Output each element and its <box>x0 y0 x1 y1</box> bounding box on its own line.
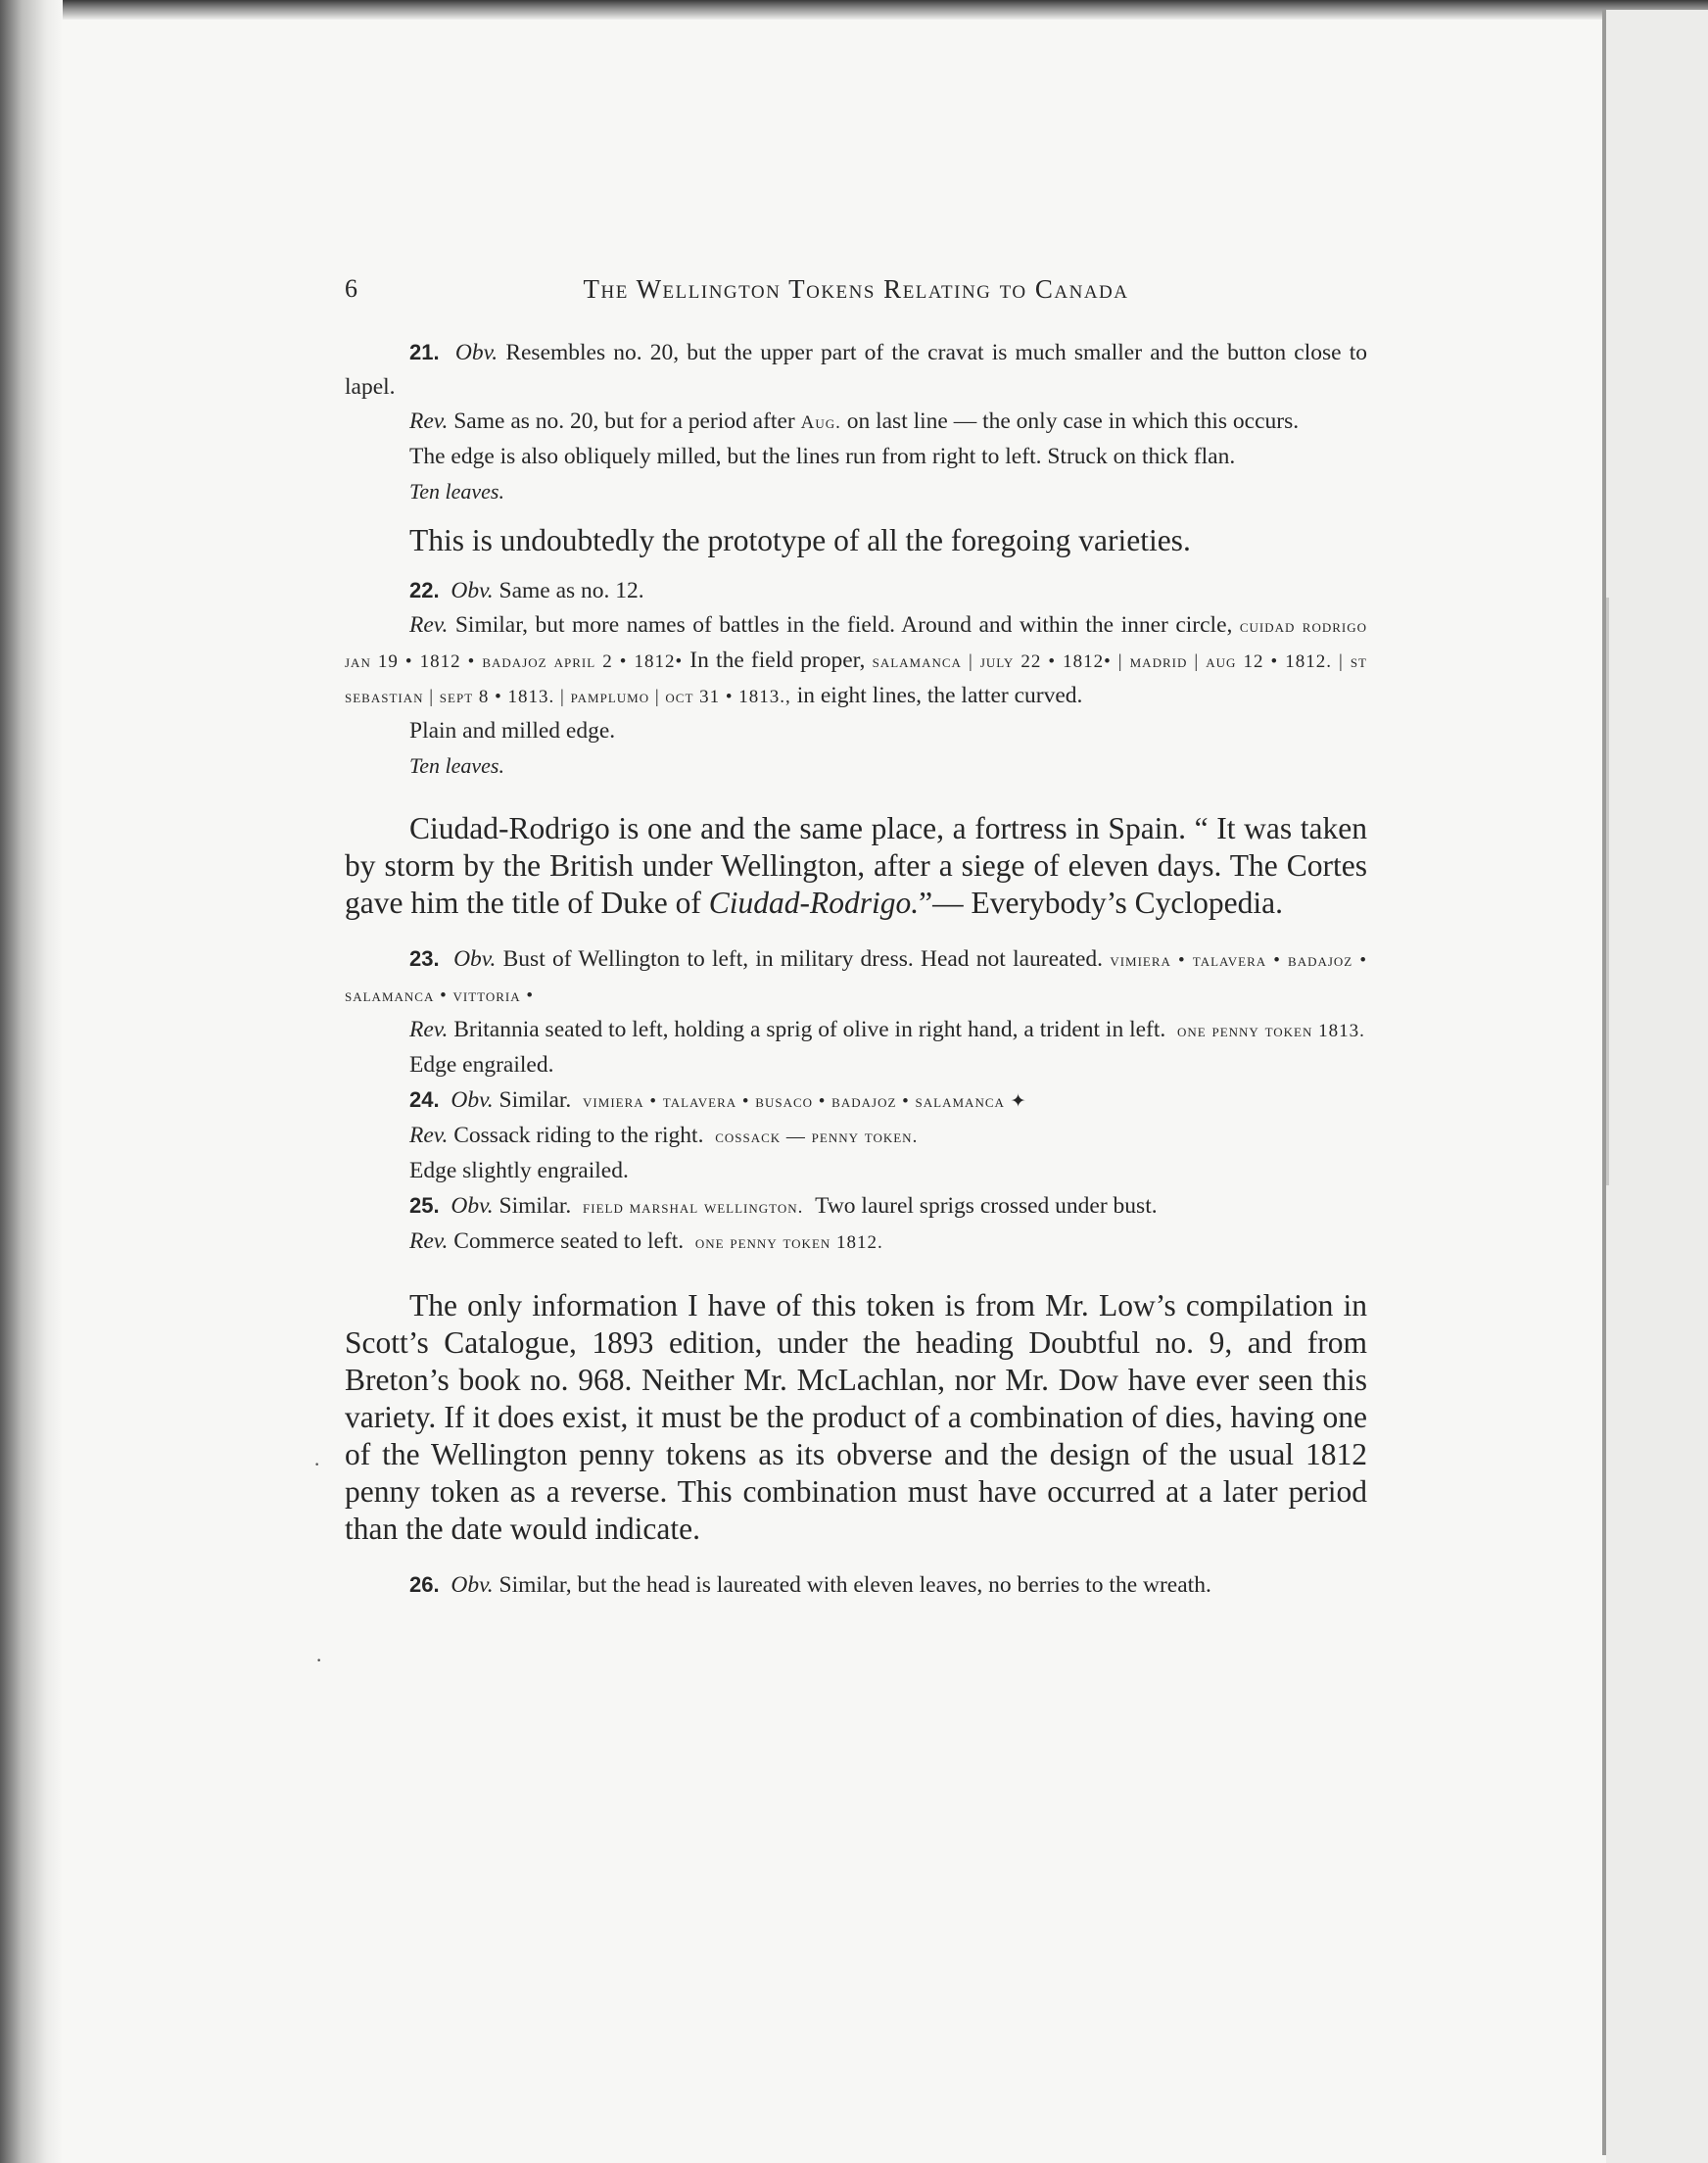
entry-25-obverse <box>345 1188 1367 1225</box>
reverse-label: Rev. <box>409 612 449 638</box>
reverse-text: Britannia seated to left, holding a sprig of olive in right hand, a trident in left. <box>453 1017 1166 1042</box>
page-number: 6 <box>345 274 357 303</box>
page-header <box>345 274 1367 304</box>
obverse-label: Obv. <box>453 946 497 972</box>
entry-21 <box>345 335 1367 508</box>
obverse-label: Obv. <box>451 578 494 603</box>
reverse-text-end: in eight lines, the latter curved. <box>796 683 1083 708</box>
obverse-label: Obv. <box>451 1087 494 1113</box>
entry-22-edge: Plain and milled edge. <box>409 718 616 744</box>
entry-number: 21. <box>409 340 440 364</box>
reverse-text: Same as no. 20, but for a period after <box>453 409 795 434</box>
entry-23-edge: Edge engrailed. <box>409 1052 554 1078</box>
entry-21-leaves: Ten leaves. <box>409 479 504 504</box>
reverse-text-cont: on last line — the only case in which this occurs. <box>846 409 1300 434</box>
entry-23-reverse <box>345 1013 1367 1048</box>
entry-24-edge: Edge slightly engrailed. <box>409 1158 629 1183</box>
scan-binding-shadow <box>0 0 63 2163</box>
obverse-text: Same as no. 12. <box>498 578 644 603</box>
reverse-text: Cossack riding to the right. <box>453 1123 704 1148</box>
entry-number: 26. <box>409 1572 440 1597</box>
margin-speck: · <box>315 1648 323 1672</box>
obverse-text: Similar, but the head is laureated with eleven leaves, no berries to the wreath. <box>498 1572 1211 1598</box>
entry-22-reverse <box>345 608 1367 714</box>
entry-26-obverse <box>345 1567 1367 1603</box>
reverse-legend: one penny token 1812. <box>694 1232 883 1253</box>
entry-number: 22. <box>409 578 440 602</box>
running-title: The Wellington Tokens Relating to Canada <box>583 274 1129 304</box>
comment-italic-title: Ciudad-Rodrigo. <box>708 886 920 920</box>
scan-top-edge <box>0 0 1708 20</box>
obverse-legend: field marshal wellington. <box>583 1197 804 1218</box>
obverse-text-cont: Two laurel sprigs crossed under bust. <box>815 1193 1158 1219</box>
book-page <box>345 274 1367 1603</box>
reverse-abbrev: Aug. <box>800 412 841 433</box>
entry-23 <box>345 941 1367 1082</box>
reverse-field-legend: salamanca | july 22 • 1812• | madrid | aug 12 • 1812. | st sebastian | sept 8 • 1813. | pamplumo | oct 31 • 1813., <box>345 651 1367 707</box>
entry-22-leaves: Ten leaves. <box>409 753 504 778</box>
entry-25 <box>345 1188 1367 1260</box>
obverse-legend: vimiera • talavera • badajoz • salamanca • vittoria • <box>345 950 1368 1006</box>
obverse-label: Obv. <box>454 340 498 365</box>
reverse-legend: cuidad rodrigo jan 19 • 1812 • badajoz april 2 • 1812• <box>345 616 1368 672</box>
reverse-label: Rev. <box>409 409 449 434</box>
obverse-text: Resembles no. 20, but the upper part of the cravat is much smaller and the button close to lapel. <box>345 340 1368 400</box>
comment-text: Ciudad-Rodrigo is one and the same place, a fortress in Spain. “ It was taken by storm by the British under Wellington, after a siege of eleven days. The Cortes gave him the title of Duke of <box>345 811 1367 920</box>
entry-24 <box>345 1082 1367 1188</box>
obverse-text: Similar. <box>498 1087 572 1113</box>
reverse-legend: cossack — penny token. <box>715 1127 919 1147</box>
reverse-label: Rev. <box>409 1017 449 1042</box>
reverse-text: Commerce seated to left. <box>453 1228 685 1254</box>
obverse-legend: vimiera • talavera • busaco • badajoz • salamanca ✦ <box>583 1091 1027 1112</box>
comment-prototype: This is undoubtedly the prototype of all the foregoing varieties. <box>409 523 1191 557</box>
entry-22-obverse <box>345 573 1367 608</box>
scan-facing-page <box>1606 10 1708 2163</box>
entry-number: 24. <box>409 1087 440 1112</box>
comment-low-compilation: The only information I have of this token is from Mr. Low’s compilation in Scott’s Catalogue, 1893 edition, under the heading Doubtful no. 9, and from Breton’s book no. 968. Neither Mr. McLachlan, nor Mr. Dow have ever seen this variety. If it does exist, it must be the product of a combination of dies, having one of the Wellington penny tokens as its obverse and the design of the usual 1812 penny token as a reverse. This combination must have occurred at a later period than the date would indicate. <box>345 1288 1367 1546</box>
margin-speck: · <box>313 1452 321 1476</box>
obverse-label: Obv. <box>451 1193 494 1219</box>
comment-source: ”— Everybody’s Cyclopedia. <box>919 886 1283 920</box>
reverse-text-cont: In the field proper, <box>689 648 866 673</box>
entry-24-reverse <box>345 1119 1367 1154</box>
entry-number: 23. <box>409 946 440 971</box>
entry-24-obverse <box>345 1082 1367 1119</box>
entry-21-obverse <box>345 335 1367 405</box>
entry-23-obverse <box>345 941 1367 1013</box>
entry-21-reverse <box>345 405 1367 440</box>
reverse-label: Rev. <box>409 1228 449 1254</box>
entry-25-reverse <box>345 1225 1367 1260</box>
obverse-label: Obv. <box>451 1572 494 1598</box>
obverse-text: Bust of Wellington to left, in military dress. Head not laureated. <box>502 946 1104 972</box>
reverse-label: Rev. <box>409 1123 449 1148</box>
reverse-text: Similar, but more names of battles in the field. Around and within the inner circle, <box>454 612 1233 638</box>
entry-21-edge: The edge is also obliquely milled, but the lines run from right to left. Struck on thick flan. <box>409 444 1236 469</box>
comment-ciudad-rodrigo <box>345 810 1367 922</box>
scan-right-mark <box>1606 598 1609 1185</box>
entry-22 <box>345 573 1367 783</box>
reverse-legend: one penny token 1813. <box>1177 1021 1365 1041</box>
entry-26 <box>345 1567 1367 1603</box>
entry-number: 25. <box>409 1193 440 1218</box>
obverse-text: Similar. <box>498 1193 572 1219</box>
